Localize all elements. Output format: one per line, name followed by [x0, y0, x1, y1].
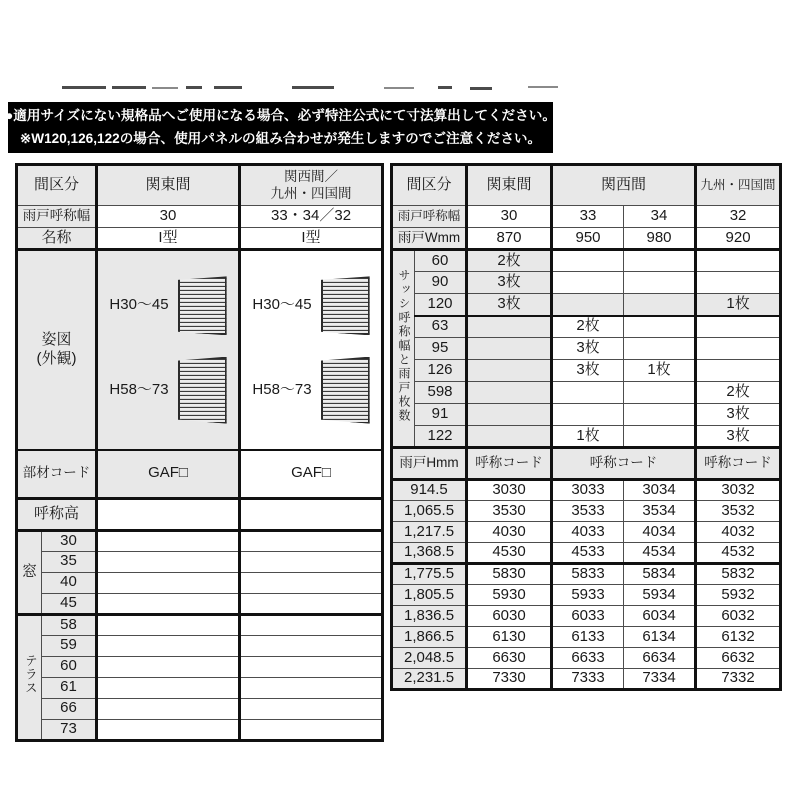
- figure-group: [241, 251, 381, 449]
- cell-sash-width: 60: [415, 250, 467, 272]
- cutoff-text-fragment: [438, 86, 452, 89]
- table-row: [392, 543, 781, 564]
- cell-blank: [240, 635, 383, 656]
- cell-kanto-header: 関東間: [467, 165, 552, 206]
- cutoff-text-fragment: [470, 87, 492, 90]
- cell-sash-count: [624, 426, 696, 448]
- figure-group: [98, 251, 238, 449]
- cell-code-value: 6032: [696, 606, 781, 627]
- cell-code-value: 5933: [552, 585, 624, 606]
- cell-width-30: 30: [467, 206, 552, 228]
- table-row: [392, 404, 781, 426]
- cell-code-value: 5932: [696, 585, 781, 606]
- cell-hmm-value: 1,775.5: [392, 564, 467, 585]
- cell-height-value: 61: [42, 677, 97, 698]
- cell-code-value: 6134: [624, 627, 696, 648]
- cutoff-text-fragment: [214, 86, 242, 89]
- cell-hmm-value: 1,217.5: [392, 522, 467, 543]
- cell-wmm-33: 950: [552, 228, 624, 250]
- cell-wmm-30: 870: [467, 228, 552, 250]
- cell-code-value: 7332: [696, 669, 781, 690]
- cell-sash-count: [624, 404, 696, 426]
- cell-code-value: 7330: [467, 669, 552, 690]
- cell-sash-width: 126: [415, 360, 467, 382]
- cutoff-text-fragment: [528, 86, 558, 88]
- cell-name-kansai: I型: [240, 228, 383, 250]
- cell-height-value: 58: [42, 614, 97, 635]
- table-row: [392, 360, 781, 382]
- cell-kansai-header: 関西間: [552, 165, 696, 206]
- cell-sash-count: [696, 272, 781, 294]
- figure-upper-label: H30～45: [109, 296, 169, 314]
- kansai-header-line1: 関西間／: [284, 168, 339, 184]
- cell-sash-count: [552, 382, 624, 404]
- cell-sash-count: [696, 338, 781, 360]
- cell-sash-count: 3枚: [696, 426, 781, 448]
- cell-hmm-value: 1,368.5: [392, 543, 467, 564]
- cell-sash-count: 2枚: [696, 382, 781, 404]
- cell-code-value: 4034: [624, 522, 696, 543]
- table-row: [17, 530, 383, 551]
- cell-wmm-34: 980: [624, 228, 696, 250]
- cell-height-value: 45: [42, 593, 97, 614]
- cell-height-label: 呼称高: [17, 498, 97, 530]
- table-row: [392, 480, 781, 501]
- cell-sash-count: [467, 404, 552, 426]
- cell-sash-width: 122: [415, 426, 467, 448]
- cell-code-value: 3532: [696, 501, 781, 522]
- cell-code-value: 6633: [552, 648, 624, 669]
- sash-vertical-label: サッシ呼称幅と雨戸枚数: [397, 268, 411, 423]
- cell-hmm-value: 914.5: [392, 480, 467, 501]
- cell-height-value: 35: [42, 551, 97, 572]
- table-row: [17, 498, 383, 530]
- table-row: [17, 614, 383, 635]
- cell-code-value: 5832: [696, 564, 781, 585]
- cell-blank: [97, 572, 240, 593]
- cell-hmm-value: 1,836.5: [392, 606, 467, 627]
- cell-blank: [240, 698, 383, 719]
- cell-category-label: 間区分: [17, 165, 97, 206]
- cell-height-value: 66: [42, 698, 97, 719]
- cell-sash-count: [624, 294, 696, 316]
- cell-sash-count: [552, 294, 624, 316]
- cell-code-value: 4532: [696, 543, 781, 564]
- table-row: [17, 165, 383, 206]
- cell-sash-count: [467, 382, 552, 404]
- table-row: [392, 648, 781, 669]
- cell-blank: [240, 551, 383, 572]
- figure-lower-label: H58～73: [109, 380, 169, 398]
- figure-lower-label: H58～73: [252, 380, 312, 398]
- cell-code-value: 5930: [467, 585, 552, 606]
- cutoff-text-fragment: [186, 86, 202, 89]
- cell-blank: [240, 498, 383, 530]
- cell-sash-count: [467, 426, 552, 448]
- shutter-louver-icon: [178, 357, 227, 424]
- shutter-louver-icon: [321, 357, 370, 424]
- table-row: [392, 294, 781, 316]
- cell-sash-group-label: [392, 250, 415, 448]
- table-row: [392, 522, 781, 543]
- cell-sash-width: 91: [415, 404, 467, 426]
- cell-blank: [97, 677, 240, 698]
- shutter-louver-icon: [178, 276, 227, 335]
- notice-line-1: ●適用サイズにない規格品へご使用になる場合、必ず特注公式にて寸法算出してください。: [5, 108, 556, 124]
- cell-width-33: 33: [552, 206, 624, 228]
- cell-width-32: 32: [696, 206, 781, 228]
- cell-hmm-value: 1,805.5: [392, 585, 467, 606]
- cell-height-value: 60: [42, 656, 97, 677]
- cell-sash-count: [552, 272, 624, 294]
- cell-sash-count: [467, 316, 552, 338]
- cell-blank: [97, 656, 240, 677]
- cell-wmm-32: 920: [696, 228, 781, 250]
- table-row: [392, 272, 781, 294]
- cell-hmm-value: 2,231.5: [392, 669, 467, 690]
- table-row: [392, 564, 781, 585]
- cell-part-code-kansai: GAF□: [240, 450, 383, 498]
- cell-blank: [240, 530, 383, 551]
- cell-height-value: 59: [42, 635, 97, 656]
- cell-part-code-label: 部材コード: [17, 450, 97, 498]
- figure-upper: [243, 276, 379, 335]
- cell-blank: [240, 677, 383, 698]
- cell-code-value: 6634: [624, 648, 696, 669]
- table-row: [392, 338, 781, 360]
- cell-sash-width: 598: [415, 382, 467, 404]
- cell-code-value: 5833: [552, 564, 624, 585]
- cell-sash-count: 1枚: [552, 426, 624, 448]
- cell-wmm-label: 雨戸Wmm: [392, 228, 467, 250]
- cell-sash-count: [624, 316, 696, 338]
- cell-sash-width: 95: [415, 338, 467, 360]
- cell-code-value: 4032: [696, 522, 781, 543]
- cell-sash-count: [624, 272, 696, 294]
- cell-sash-count: 2枚: [467, 250, 552, 272]
- table-row: [392, 448, 781, 480]
- figure-lower: [100, 357, 236, 424]
- cell-code-value: 5830: [467, 564, 552, 585]
- cell-code-value: 3534: [624, 501, 696, 522]
- figure-upper-label: H30～45: [252, 296, 312, 314]
- terrace-vertical-label: テラス: [23, 653, 38, 695]
- table-row: [392, 250, 781, 272]
- cell-sash-count: [624, 250, 696, 272]
- cell-code-value: 4033: [552, 522, 624, 543]
- cell-code-value: 3032: [696, 480, 781, 501]
- table-row: [17, 250, 383, 451]
- cell-sash-count: [696, 360, 781, 382]
- cell-blank: [97, 498, 240, 530]
- cell-code-value: 5834: [624, 564, 696, 585]
- cell-name-kanto: I型: [97, 228, 240, 250]
- cell-sash-count: [624, 382, 696, 404]
- cell-sash-width: 63: [415, 316, 467, 338]
- cell-sash-count: 3枚: [552, 360, 624, 382]
- cell-sash-count: [696, 250, 781, 272]
- cell-sash-width: 90: [415, 272, 467, 294]
- kansai-header-line2: 九州・四国間: [270, 185, 352, 201]
- cell-kyushu-header: 九州・四国間: [696, 165, 781, 206]
- table-row: [392, 669, 781, 690]
- cell-figure-kanto: [97, 250, 240, 451]
- cell-sash-count: [467, 360, 552, 382]
- cell-blank: [240, 719, 383, 740]
- cutoff-text-fragment: [62, 86, 106, 89]
- notice-line-2: ※W120,126,122の場合、使用パネルの組み合わせが発生しますのでご注意ください。: [19, 130, 542, 146]
- cell-code-value: 6130: [467, 627, 552, 648]
- cell-sash-count: 2枚: [552, 316, 624, 338]
- shutter-louver-icon: [321, 276, 370, 335]
- cell-sash-width: 120: [415, 294, 467, 316]
- cell-blank: [240, 656, 383, 677]
- cell-code-value: 6632: [696, 648, 781, 669]
- cell-blank: [97, 719, 240, 740]
- table-row: [392, 585, 781, 606]
- table-row: [17, 698, 383, 719]
- cell-kanto-header: 関東間: [97, 165, 240, 206]
- cell-code-value: 6630: [467, 648, 552, 669]
- cell-name-label: 名称: [17, 228, 97, 250]
- cell-code-value: 6033: [552, 606, 624, 627]
- table-row: [17, 572, 383, 593]
- cell-code-value: 4534: [624, 543, 696, 564]
- cell-hmm-label: 雨戸Hmm: [392, 448, 467, 480]
- table-row: [392, 316, 781, 338]
- cell-figure-label: [17, 250, 97, 451]
- cell-code-value: 6133: [552, 627, 624, 648]
- left-spec-table: [15, 163, 384, 742]
- figure-upper: [100, 276, 236, 335]
- cell-sash-count: 1枚: [624, 360, 696, 382]
- cell-sash-count: 1枚: [696, 294, 781, 316]
- table-row: [17, 206, 383, 228]
- cell-sash-count: [552, 250, 624, 272]
- table-row: [17, 593, 383, 614]
- table-row: [392, 606, 781, 627]
- cell-code-value: 6030: [467, 606, 552, 627]
- cutoff-text-fragment: [152, 87, 178, 89]
- table-row: [392, 228, 781, 250]
- cell-hmm-value: 1,866.5: [392, 627, 467, 648]
- cell-blank: [97, 635, 240, 656]
- cell-code-value: 7334: [624, 669, 696, 690]
- cutoff-text-fragment: [384, 87, 414, 89]
- cell-code-value: 5934: [624, 585, 696, 606]
- table-row: [392, 382, 781, 404]
- cell-blank: [97, 551, 240, 572]
- cell-code-value: 4533: [552, 543, 624, 564]
- table-row: [17, 551, 383, 572]
- cell-code-value: 3530: [467, 501, 552, 522]
- cell-shutter-width-label: 雨戸呼称幅: [392, 206, 467, 228]
- table-row: [392, 501, 781, 522]
- figure-label-line1: 姿図: [41, 331, 72, 349]
- table-row: [17, 450, 383, 498]
- cell-blank: [240, 614, 383, 635]
- cell-sash-count: [467, 338, 552, 360]
- table-row: [17, 677, 383, 698]
- table-row: [392, 426, 781, 448]
- cell-sash-count: [552, 404, 624, 426]
- cell-blank: [97, 593, 240, 614]
- cell-code-header-kyushu: 呼称コード: [696, 448, 781, 480]
- cell-hmm-value: 2,048.5: [392, 648, 467, 669]
- cell-blank: [240, 572, 383, 593]
- cell-sash-count: [696, 316, 781, 338]
- cell-sash-count: 3枚: [696, 404, 781, 426]
- cell-sash-count: 3枚: [467, 294, 552, 316]
- cell-blank: [240, 593, 383, 614]
- table-row: [17, 228, 383, 250]
- notice-banner: [5, 102, 556, 153]
- cell-hmm-value: 1,065.5: [392, 501, 467, 522]
- cell-sash-count: [624, 338, 696, 360]
- cell-figure-kansai: [240, 250, 383, 451]
- table-row: [392, 206, 781, 228]
- cell-kansai-kyushu-header: [240, 165, 383, 206]
- table-row: [17, 635, 383, 656]
- table-row: [17, 656, 383, 677]
- cell-code-value: 6034: [624, 606, 696, 627]
- cell-shutter-width-kansai: 33・34／32: [240, 206, 383, 228]
- cell-code-value: 3030: [467, 480, 552, 501]
- figure-label-line2: (外観): [36, 350, 77, 367]
- cell-code-value: 7333: [552, 669, 624, 690]
- figure-lower: [243, 357, 379, 424]
- cell-category-label: 間区分: [392, 165, 467, 206]
- cell-blank: [97, 698, 240, 719]
- cell-width-34: 34: [624, 206, 696, 228]
- table-row: [392, 165, 781, 206]
- cell-code-header-kansai: 呼称コード: [552, 448, 696, 480]
- table-row: [392, 627, 781, 648]
- right-spec-table: [390, 163, 782, 691]
- cell-height-value: 40: [42, 572, 97, 593]
- cell-code-value: 3033: [552, 480, 624, 501]
- cell-code-value: 3533: [552, 501, 624, 522]
- cell-sash-count: 3枚: [552, 338, 624, 360]
- cell-height-value: 73: [42, 719, 97, 740]
- cell-terrace-group-label: [17, 614, 42, 740]
- cell-blank: [97, 614, 240, 635]
- cell-code-value: 3034: [624, 480, 696, 501]
- cell-sash-count: 3枚: [467, 272, 552, 294]
- cell-part-code-kanto: GAF□: [97, 450, 240, 498]
- cell-code-value: 4030: [467, 522, 552, 543]
- cell-window-group-label: 窓: [17, 530, 42, 614]
- table-row: [17, 719, 383, 740]
- cell-code-header-kanto: 呼称コード: [467, 448, 552, 480]
- cell-code-value: 4530: [467, 543, 552, 564]
- cutoff-text-fragment: [292, 86, 334, 89]
- cell-blank: [97, 530, 240, 551]
- cell-height-value: 30: [42, 530, 97, 551]
- cell-shutter-width-label: 雨戸呼称幅: [17, 206, 97, 228]
- cutoff-text-fragment: [112, 86, 146, 89]
- cell-code-value: 6132: [696, 627, 781, 648]
- cell-shutter-width-kanto: 30: [97, 206, 240, 228]
